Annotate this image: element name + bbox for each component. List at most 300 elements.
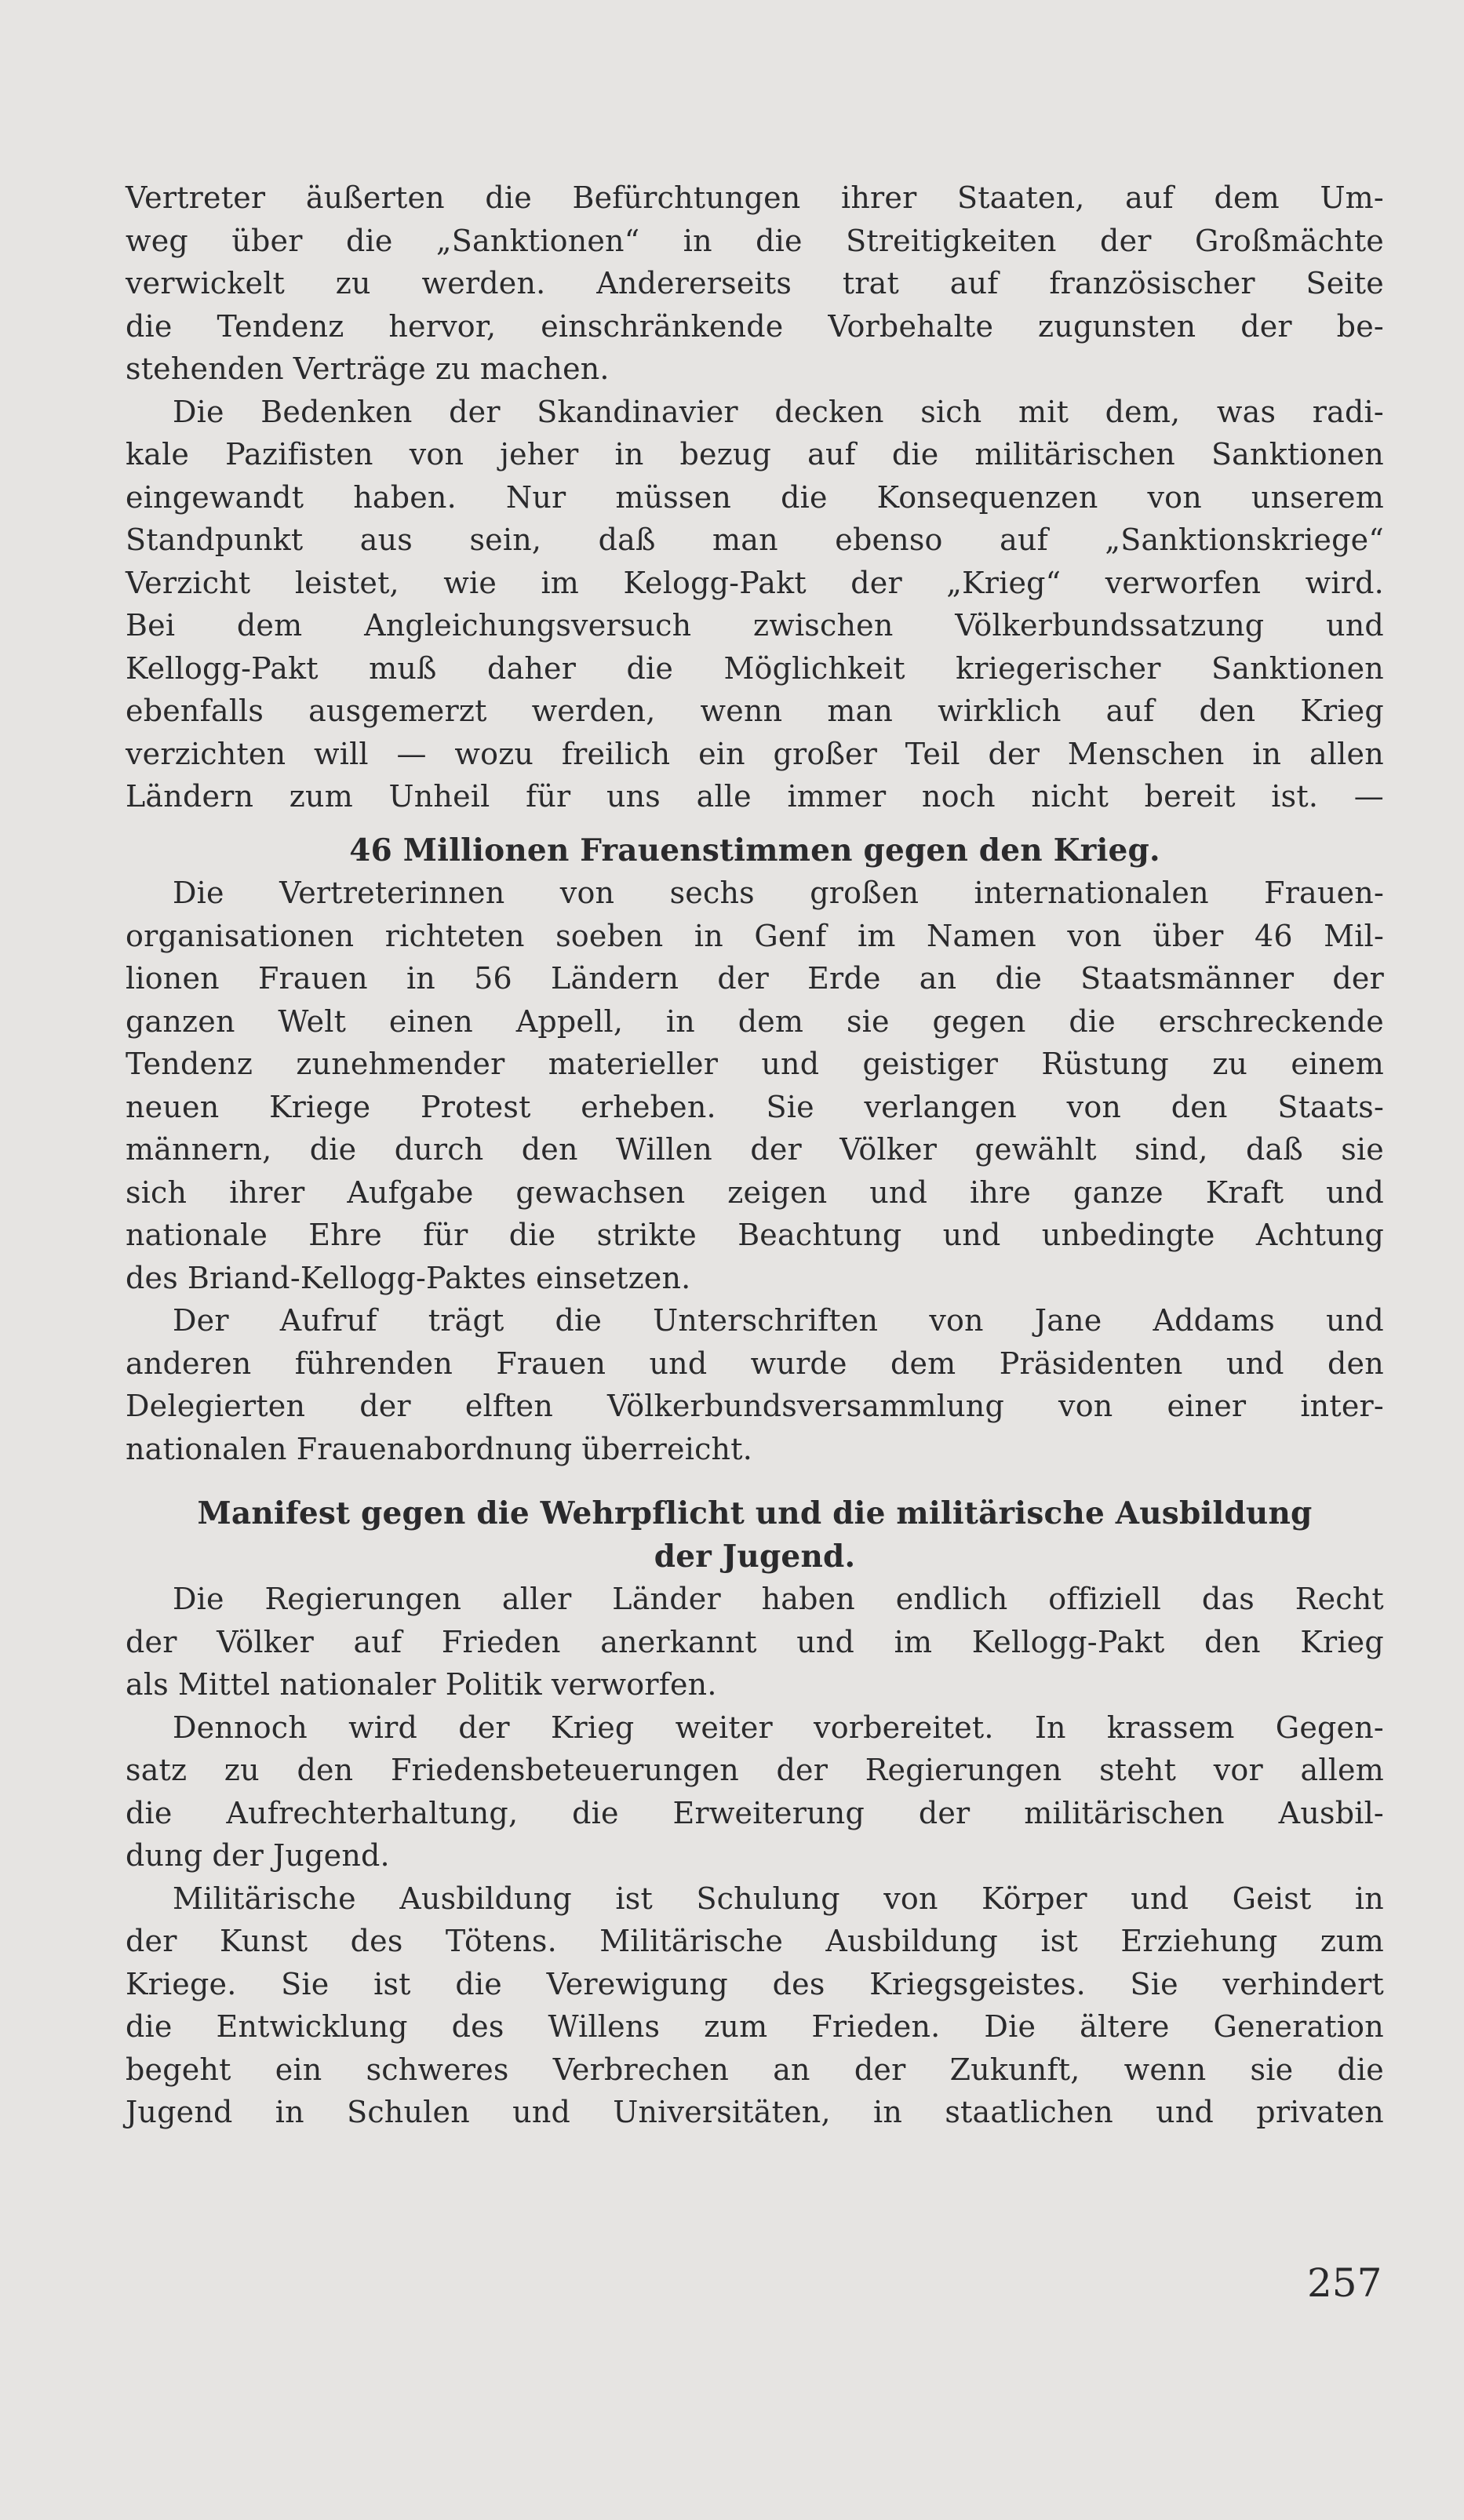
word: Willens: [548, 2009, 661, 2044]
word: sich: [920, 394, 982, 429]
word: sie: [1341, 1132, 1384, 1167]
word: Vertreterinnen: [279, 876, 505, 910]
word: den: [1327, 1346, 1384, 1381]
word: Pazifisten: [225, 437, 373, 472]
word: in: [406, 961, 435, 996]
word: Seite: [1306, 266, 1384, 300]
word: wozu: [454, 736, 534, 771]
text-line: [126, 1834, 1384, 1877]
word: Staatsmänner: [1080, 961, 1295, 996]
word: in: [665, 1003, 695, 1039]
text-line: [126, 1043, 1384, 1086]
word: Ehre: [308, 1218, 382, 1252]
word: Generation: [1213, 2009, 1384, 2044]
word: muß: [369, 650, 437, 686]
word: Recht: [1295, 1582, 1384, 1616]
word: führenden: [294, 1346, 453, 1381]
word: Schulen: [347, 2095, 470, 2129]
word: einen: [388, 1003, 473, 1039]
word: ausgemerzt: [308, 694, 487, 728]
word: Nur: [505, 479, 566, 515]
word: elften: [464, 1389, 553, 1423]
word: Verzicht: [126, 565, 251, 600]
text-line: [126, 2048, 1384, 2092]
word: machen.: [479, 351, 610, 386]
word: daher: [487, 650, 577, 686]
word: von: [1067, 918, 1122, 953]
word: die: [126, 2009, 173, 2044]
word: der: [1100, 223, 1152, 258]
word: jeher: [500, 437, 579, 472]
word: Vertreter: [126, 180, 266, 215]
text-line: [126, 733, 1384, 776]
word: der: [1240, 308, 1292, 344]
word: und: [796, 1624, 855, 1659]
word: ihrer: [841, 180, 917, 215]
word: Frieden: [441, 1624, 561, 1659]
word: bezug: [679, 437, 772, 472]
word: Menschen: [1067, 736, 1225, 771]
text-line: [126, 957, 1384, 1000]
word: auf: [807, 437, 856, 472]
word: Jugend.: [273, 1838, 390, 1873]
word: nicht: [1031, 779, 1109, 814]
word: gewachsen: [515, 1174, 686, 1210]
word: 46: [1254, 918, 1293, 953]
word: Ländern: [551, 961, 679, 996]
word: inter-: [1300, 1389, 1384, 1423]
word: Politik: [445, 1667, 542, 1702]
text-line: [126, 2091, 1384, 2134]
word: Friedensbeteuerungen: [390, 1753, 739, 1787]
word: Sanktionen: [1211, 650, 1384, 686]
word: Entwicklung: [216, 2009, 408, 2044]
word: zum: [704, 2009, 768, 2044]
word: Ländern: [126, 779, 254, 814]
word: Krieg: [550, 1710, 635, 1745]
word: leistet,: [294, 565, 399, 600]
word: im: [541, 565, 580, 600]
word: und: [1131, 1881, 1189, 1916]
word: müssen: [615, 479, 732, 515]
word: ist: [1040, 1924, 1078, 1958]
word: dem: [737, 1003, 804, 1039]
text-line: [126, 391, 1384, 434]
word: Präsidenten: [999, 1346, 1183, 1381]
word: die: [1337, 2052, 1384, 2087]
word: Sie: [1130, 1966, 1178, 2001]
word: Regierungen: [865, 1753, 1062, 1787]
word: großer: [773, 736, 878, 771]
word: französischer: [1049, 266, 1255, 300]
word: großen: [810, 876, 920, 910]
word: Verewigung: [546, 1966, 728, 2001]
word: die: [508, 1218, 556, 1252]
word: in: [873, 2095, 903, 2129]
word: Tötens.: [445, 1924, 557, 1958]
section-heading-line: [126, 1492, 1384, 1535]
word: neuen: [126, 1089, 220, 1124]
word: anerkannt: [600, 1624, 757, 1659]
word: radi-: [1312, 394, 1384, 429]
word: die: [1069, 1003, 1116, 1039]
word: von: [1147, 479, 1202, 515]
word: die: [891, 437, 939, 472]
word: für: [423, 1218, 468, 1252]
text-line: [126, 348, 1384, 391]
word: endlich: [895, 1582, 1008, 1616]
word: im: [858, 918, 896, 953]
word: sich: [126, 1174, 188, 1210]
word: Frauen-: [1264, 876, 1384, 910]
text-line: [126, 1792, 1384, 1835]
word: Geist: [1232, 1881, 1312, 1916]
word: in: [694, 918, 723, 953]
word: Mil-: [1324, 918, 1384, 953]
word: daß: [598, 523, 656, 557]
word: Der: [173, 1303, 229, 1338]
heading-text: Manifest gegen die Wehrpflicht und die militärische Ausbildung: [197, 1495, 1313, 1531]
word: gewählt: [974, 1132, 1097, 1167]
word: Jane: [1034, 1303, 1102, 1338]
text-line: [126, 262, 1384, 305]
word: die: [781, 479, 828, 515]
word: der: [359, 1389, 411, 1423]
word: Die: [173, 394, 224, 429]
word: Aufgabe: [347, 1174, 474, 1210]
word: Konsequenzen: [876, 479, 1098, 515]
word: die: [345, 223, 393, 258]
word: nationale: [126, 1218, 268, 1252]
word: Briand-Kellogg-Paktes: [187, 1260, 526, 1295]
word: materieller: [548, 1047, 719, 1081]
word: die: [756, 223, 803, 258]
text-column: [126, 177, 1384, 2134]
word: Aufruf: [279, 1303, 377, 1338]
word: an: [773, 2052, 810, 2087]
word: Namen: [927, 918, 1036, 953]
word: der: [717, 961, 769, 996]
word: Frauen: [496, 1346, 606, 1381]
text-line: [126, 775, 1384, 818]
word: zum: [289, 779, 353, 814]
word: Teil: [905, 736, 960, 771]
word: Verträge: [293, 351, 426, 386]
word: „Sanktionskriege“: [1105, 523, 1384, 557]
word: privaten: [1256, 2095, 1384, 2129]
word: des: [126, 1260, 178, 1295]
text-line: [126, 1342, 1384, 1386]
word: decken: [774, 394, 884, 429]
text-line: [126, 562, 1384, 605]
word: militärischen: [1024, 1795, 1225, 1830]
word: aller: [501, 1582, 572, 1616]
word: begeht: [126, 2052, 231, 2087]
word: ältere: [1080, 2009, 1170, 2044]
word: stehenden: [126, 351, 284, 386]
word: Willen: [615, 1132, 712, 1167]
word: und: [1326, 1303, 1384, 1338]
word: staatlichen: [945, 2095, 1113, 2129]
word: ganzen: [126, 1003, 235, 1039]
word: die: [572, 1795, 619, 1830]
word: ist: [615, 1881, 653, 1916]
word: der: [126, 1624, 177, 1659]
word: Zukunft,: [949, 2052, 1080, 2087]
word: sechs: [669, 876, 755, 910]
word: kale: [126, 437, 190, 472]
word: Angleichungsversuch: [364, 608, 692, 643]
word: aus: [359, 523, 413, 557]
word: als: [126, 1667, 169, 1702]
word: haben: [761, 1582, 855, 1616]
word: gegen: [932, 1003, 1026, 1039]
word: weiter: [675, 1710, 773, 1745]
word: —: [1353, 779, 1384, 814]
word: „Krieg“: [946, 565, 1062, 600]
text-line: [126, 220, 1384, 263]
word: unserem: [1251, 479, 1384, 515]
paragraph-gap: [126, 818, 1384, 829]
word: wirklich: [938, 694, 1062, 728]
word: Staats-: [1277, 1089, 1384, 1124]
text-line: [126, 519, 1384, 562]
word: die: [555, 1303, 603, 1338]
word: Welt: [278, 1003, 347, 1039]
word: Frauen: [257, 961, 368, 996]
word: Ausbil-: [1278, 1795, 1384, 1830]
word: Völker: [839, 1132, 938, 1167]
word: Militärische: [173, 1881, 356, 1916]
word: Kellogg-Pakt: [971, 1624, 1165, 1659]
word: Kriege: [269, 1089, 371, 1124]
word: schweres: [366, 2052, 509, 2087]
word: auf: [949, 266, 999, 300]
word: in: [275, 2095, 304, 2129]
word: Krieg: [1300, 1624, 1384, 1659]
word: allen: [1309, 736, 1384, 771]
word: und: [1326, 1174, 1384, 1210]
word: man: [827, 694, 894, 728]
word: wird: [348, 1710, 418, 1745]
word: krassem: [1106, 1710, 1235, 1745]
word: ein: [275, 2052, 322, 2087]
word: die: [626, 650, 674, 686]
word: und: [869, 1174, 928, 1210]
word: Krieg: [1300, 694, 1384, 728]
word: Rüstung: [1041, 1047, 1169, 1081]
word: Regierungen: [264, 1582, 462, 1616]
word: militärischen: [974, 437, 1175, 472]
word: von: [929, 1303, 984, 1338]
word: dung: [126, 1838, 203, 1873]
word: und: [1156, 2095, 1215, 2129]
word: steht: [1099, 1753, 1177, 1787]
text-line: [126, 1663, 1384, 1706]
word: vorbereitet.: [814, 1710, 994, 1745]
word: der: [1332, 961, 1384, 996]
word: an: [919, 961, 957, 996]
word: der: [854, 2052, 906, 2087]
word: und: [942, 1218, 1001, 1252]
word: zeigen: [727, 1174, 828, 1210]
word: zugunsten: [1038, 308, 1196, 344]
word: kriegerischer: [956, 650, 1161, 686]
heading-text: der Jugend.: [654, 1538, 856, 1575]
word: Länder: [612, 1582, 721, 1616]
word: sie: [1250, 2052, 1294, 2087]
word: äußerten: [305, 180, 445, 215]
word: Die: [984, 2009, 1036, 2044]
word: Frieden.: [811, 2009, 941, 2044]
word: Völkerbundssatzung: [955, 608, 1265, 643]
word: Aufrechterhaltung,: [226, 1795, 519, 1830]
text-line: [126, 915, 1384, 958]
word: zwischen: [753, 608, 894, 643]
word: werden,: [531, 694, 656, 728]
word: auf: [1105, 694, 1155, 728]
paragraph-gap: [126, 1470, 1384, 1492]
word: für: [526, 779, 571, 814]
word: trat: [842, 266, 899, 300]
word: Skandinavier: [537, 394, 738, 429]
word: und: [512, 2095, 571, 2129]
word: durch: [394, 1132, 484, 1167]
word: Erziehung: [1120, 1924, 1278, 1958]
word: Um-: [1320, 180, 1384, 215]
word: hervor,: [388, 308, 497, 344]
word: geistiger: [862, 1047, 999, 1081]
word: zunehmender: [296, 1047, 505, 1081]
word: unbedingte: [1041, 1218, 1215, 1252]
word: Erweiterung: [672, 1795, 865, 1830]
word: trägt: [428, 1303, 504, 1338]
word: Unterschriften: [653, 1303, 879, 1338]
word: der: [850, 565, 902, 600]
word: vor: [1213, 1753, 1263, 1787]
word: Kelogg-Pakt: [623, 565, 807, 600]
text-line: [126, 690, 1384, 733]
word: strikte: [596, 1218, 697, 1252]
word: Tendenz: [126, 1047, 253, 1081]
word: nationalen: [126, 1431, 287, 1466]
text-line: [126, 1385, 1384, 1428]
word: Körper: [981, 1881, 1087, 1916]
word: die: [126, 1795, 173, 1830]
word: in: [1354, 1881, 1384, 1916]
word: internationalen: [974, 876, 1209, 910]
word: Streitigkeiten: [846, 223, 1057, 258]
page-number: 257: [1307, 2260, 1382, 2306]
text-line: [126, 1428, 1384, 1471]
word: wie: [443, 565, 497, 600]
word: sind,: [1134, 1132, 1208, 1167]
word: Sie: [281, 1966, 330, 2001]
word: Frauenabordnung: [296, 1431, 573, 1466]
word: Kraft: [1205, 1174, 1284, 1210]
word: die: [126, 308, 173, 344]
text-line: [126, 1086, 1384, 1129]
word: wurde: [750, 1346, 847, 1381]
text-line: [126, 1578, 1384, 1621]
heading-text: 46 Millionen Frauenstimmen gegen den Krieg.: [349, 832, 1160, 869]
word: Achtung: [1255, 1218, 1384, 1252]
word: daß: [1245, 1132, 1303, 1167]
section-heading-line: [126, 1535, 1384, 1579]
word: von: [409, 437, 464, 472]
word: Kellogg-Pakt: [126, 650, 319, 686]
text-line: [126, 1920, 1384, 1963]
word: ganze: [1073, 1174, 1164, 1210]
word: Kunst: [219, 1924, 308, 1958]
word: den: [1171, 1089, 1228, 1124]
word: 56: [474, 961, 512, 996]
word: ihre: [969, 1174, 1032, 1210]
word: soeben: [555, 918, 664, 953]
word: auf: [353, 1624, 402, 1659]
word: Verbrechen: [552, 2052, 730, 2087]
word: Unheil: [388, 779, 490, 814]
text-line: [126, 2005, 1384, 2048]
word: verwickelt: [126, 266, 286, 300]
word: Militärische: [599, 1924, 784, 1958]
word: die: [455, 1966, 502, 2001]
word: ebenfalls: [126, 694, 264, 728]
text-line: [126, 1299, 1384, 1342]
text-line: [126, 1749, 1384, 1792]
word: des: [772, 1966, 825, 2001]
text-line: [126, 1171, 1384, 1214]
word: mit: [1018, 394, 1069, 429]
word: Vorbehalte: [828, 308, 994, 344]
word: dem,: [1105, 394, 1181, 429]
word: anderen: [126, 1346, 252, 1381]
text-line: [126, 647, 1384, 690]
word: Sie: [766, 1089, 814, 1124]
text-line: [126, 872, 1384, 915]
word: über: [231, 223, 303, 258]
word: Die: [173, 1582, 224, 1616]
word: immer: [787, 779, 887, 814]
word: Erde: [807, 961, 881, 996]
word: ist.: [1271, 779, 1319, 814]
word: Mittel: [177, 1667, 271, 1702]
word: auf: [1000, 523, 1048, 557]
word: der: [126, 1924, 177, 1958]
word: der: [988, 736, 1040, 771]
word: ebenso: [835, 523, 943, 557]
word: verworfen.: [551, 1667, 717, 1702]
word: zum: [1320, 1924, 1384, 1958]
word: was: [1216, 394, 1276, 429]
word: auf: [1125, 180, 1174, 215]
word: in: [1252, 736, 1282, 771]
word: der: [449, 394, 501, 429]
word: nationaler: [279, 1667, 436, 1702]
word: ein: [698, 736, 745, 771]
word: verhindert: [1222, 1966, 1384, 2001]
word: Andererseits: [596, 266, 792, 300]
word: alle: [696, 779, 752, 814]
word: und: [1225, 1346, 1284, 1381]
word: erschreckende: [1158, 1003, 1384, 1039]
word: „Sanktionen“: [435, 223, 640, 258]
word: Gegen-: [1275, 1710, 1384, 1745]
word: Delegierten: [126, 1389, 306, 1423]
word: Protest: [421, 1089, 531, 1124]
word: noch: [921, 779, 996, 814]
text-line: [126, 604, 1384, 647]
